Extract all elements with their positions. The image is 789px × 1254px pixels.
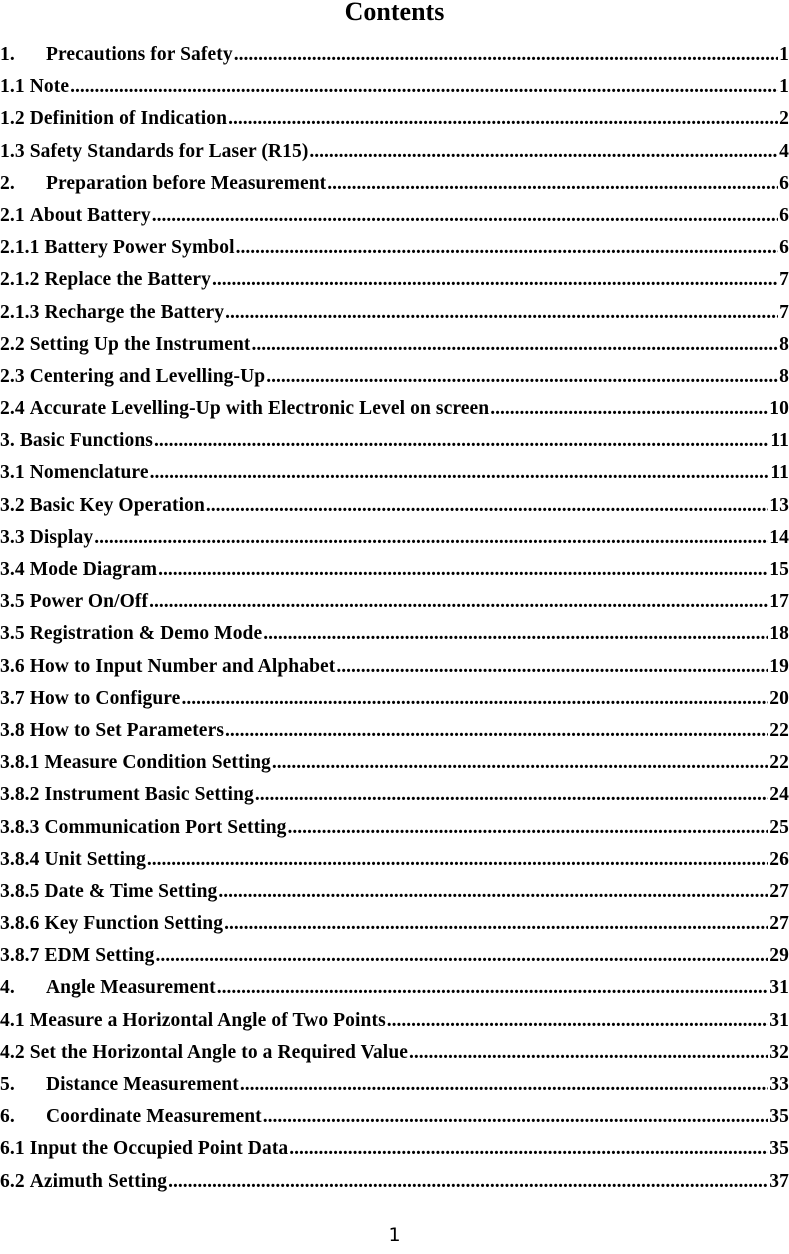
toc-entry-title: Key Function Setting — [44, 913, 224, 935]
toc-dot-leader — [228, 108, 778, 130]
toc-dot-leader — [152, 205, 778, 227]
toc-entry-page: 8 — [779, 333, 789, 355]
toc-entry-number: 1. — [0, 44, 15, 65]
toc-entry-number: 3.1 — [0, 462, 25, 484]
toc-entry[interactable] — [0, 977, 789, 1009]
toc-entry[interactable] — [0, 462, 789, 494]
toc-entry-title: Accurate Levelling-Up with Electronic Level on screen — [29, 398, 490, 420]
toc-entry-page: 6 — [779, 237, 789, 259]
toc-dot-leader — [70, 76, 778, 98]
toc-entry-title: Power On/Off — [29, 591, 149, 613]
toc-entry-title: Display — [29, 526, 94, 548]
toc-entry-number: 2.2 — [0, 333, 25, 355]
toc-entry-page: 22 — [769, 752, 789, 774]
toc-entry-page: 31 — [769, 977, 789, 999]
page-number: 1 — [388, 1224, 401, 1246]
toc-entry-number: 3.5 — [0, 591, 25, 613]
toc-entry-number: 2.1.1 — [0, 237, 40, 259]
toc-entry[interactable] — [0, 752, 789, 784]
toc-entry[interactable] — [0, 398, 789, 430]
toc-entry-number: 2.1.2 — [0, 269, 40, 291]
toc-entry-number: 3.8.6 — [0, 913, 40, 935]
toc-entry-number: 3.8.7 — [0, 945, 40, 967]
toc-entry-page: 1 — [779, 44, 789, 65]
page-title: Contents — [344, 0, 445, 26]
toc-entry[interactable] — [0, 430, 789, 462]
toc-entry-title: Battery Power Symbol — [44, 237, 235, 259]
toc-entry[interactable] — [0, 1042, 789, 1074]
toc-entry-number: 2.4 — [0, 398, 25, 420]
toc-entry-title: Angle Measurement — [46, 977, 216, 999]
toc-entry-number: 4. — [0, 977, 15, 999]
toc-entry-number: 3.8.3 — [0, 816, 40, 838]
toc-entry-page: 11 — [770, 462, 789, 484]
toc-entry-number: 4.1 — [0, 1009, 25, 1031]
toc-entry-number: 3.2 — [0, 494, 25, 516]
toc-entry-page: 27 — [769, 880, 789, 902]
toc-dot-leader — [252, 334, 779, 356]
toc-entry[interactable] — [0, 44, 789, 76]
toc-entry[interactable] — [0, 817, 789, 849]
toc-entry-page: 17 — [769, 591, 789, 613]
toc-entry-page: 20 — [769, 687, 789, 709]
toc-entry-title: Definition of Indication — [29, 108, 228, 130]
toc-entry-title: Distance Measurement — [46, 1074, 239, 1095]
toc-entry-number: 2.1 — [0, 204, 25, 226]
toc-dot-leader — [288, 817, 769, 839]
toc-dot-leader — [217, 977, 769, 999]
toc-entry-page: 29 — [769, 945, 789, 967]
toc-entry-title: How to Configure — [29, 687, 181, 709]
toc-entry[interactable] — [0, 527, 789, 559]
toc-entry[interactable] — [0, 108, 789, 140]
toc-entry-title: Coordinate Measurement — [46, 1106, 262, 1128]
toc-entry-number: 1.3 — [0, 140, 25, 162]
toc-entry-title: Nomenclature — [29, 462, 149, 484]
toc-entry[interactable] — [0, 141, 789, 173]
toc-entry-page: 8 — [779, 365, 789, 387]
toc-entry-title: Unit Setting — [44, 848, 146, 870]
toc-entry-number: 4.2 — [0, 1041, 25, 1063]
toc-entry-number: 6.1 — [0, 1138, 25, 1160]
toc-entry-page: 4 — [779, 140, 789, 162]
toc-dot-leader — [234, 44, 778, 66]
toc-entry-title: Precautions for Safety — [46, 44, 233, 65]
toc-entry[interactable] — [0, 173, 789, 205]
toc-dot-leader — [224, 913, 768, 935]
toc-entry[interactable] — [0, 1074, 789, 1106]
toc-entry-number: 3.7 — [0, 687, 25, 709]
toc-entry-page: 19 — [769, 655, 789, 677]
toc-entry-number: 3.6 — [0, 655, 25, 677]
toc-entry[interactable] — [0, 302, 789, 334]
toc-entry-page: 37 — [769, 1170, 789, 1192]
toc-entry-number: 1.1 — [0, 76, 25, 98]
toc-entry[interactable] — [0, 591, 789, 623]
toc-entry-title: Basic Key Operation — [29, 494, 205, 516]
toc-entry[interactable] — [0, 559, 789, 591]
toc-dot-leader — [387, 1010, 769, 1032]
toc-dot-leader — [225, 302, 778, 324]
toc-entry-page: 35 — [769, 1106, 789, 1128]
toc-dot-leader — [158, 559, 768, 581]
toc-entry[interactable] — [0, 334, 789, 366]
toc-entry-page: 15 — [769, 559, 789, 580]
toc-entry-title: EDM Setting — [44, 945, 155, 967]
toc-dot-leader — [149, 591, 768, 613]
toc-entry[interactable] — [0, 1106, 789, 1138]
toc-entry-title: Recharge the Battery — [44, 301, 225, 323]
toc-dot-leader — [181, 688, 768, 710]
toc-dot-leader — [225, 720, 768, 742]
toc-entry-page: 18 — [769, 623, 789, 645]
toc-entry[interactable] — [0, 205, 789, 237]
toc-dot-leader — [490, 398, 768, 420]
toc-entry-number: 2.3 — [0, 365, 25, 387]
toc-dot-leader — [266, 366, 778, 388]
toc-dot-leader — [154, 430, 769, 452]
toc-entry-title: Communication Port Setting — [44, 816, 287, 838]
toc-entry[interactable] — [0, 688, 789, 720]
toc-entry-page: 13 — [769, 494, 789, 516]
toc-entry-number: 3.8.2 — [0, 784, 40, 806]
toc-entry-title: How to Input Number and Alphabet — [29, 655, 336, 677]
toc-entry-title: Set the Horizontal Angle to a Required Value — [29, 1041, 409, 1063]
toc-entry-number: 5. — [0, 1074, 15, 1095]
toc-entry[interactable] — [0, 881, 789, 913]
toc-entry-title: Preparation before Measurement — [46, 172, 327, 194]
toc-entry-number: 3.3 — [0, 526, 25, 548]
toc-entry[interactable] — [0, 495, 789, 527]
toc-entry[interactable] — [0, 1171, 789, 1203]
toc-dot-leader — [289, 1138, 768, 1160]
toc-dot-leader — [206, 495, 768, 517]
toc-entry-number: 1.2 — [0, 108, 25, 130]
toc-dot-leader — [255, 784, 768, 806]
toc-entry-page: 7 — [779, 269, 789, 291]
toc-entry-page: 33 — [769, 1074, 789, 1095]
toc-entry-page: 6 — [779, 172, 789, 194]
toc-dot-leader — [168, 1171, 768, 1193]
toc-entry-title: Azimuth Setting — [29, 1170, 168, 1192]
toc-entry-number: 3.8.5 — [0, 880, 40, 902]
toc-dot-leader — [263, 623, 768, 645]
toc-entry-title: Date & Time Setting — [44, 880, 218, 902]
toc-dot-leader — [236, 237, 779, 259]
toc-entry[interactable] — [0, 720, 789, 752]
toc-entry-title: How to Set Parameters — [29, 719, 225, 741]
toc-entry-page: 7 — [779, 301, 789, 323]
toc-dot-leader — [212, 269, 778, 291]
toc-entry[interactable] — [0, 237, 789, 269]
toc-entry[interactable] — [0, 656, 789, 688]
toc-entry-title: Note — [29, 76, 70, 98]
toc-entry-number: 2.1.3 — [0, 301, 40, 323]
toc-entry-number: 3. — [0, 430, 15, 452]
toc-entry-page: 26 — [769, 848, 789, 870]
toc-entry[interactable] — [0, 366, 789, 398]
toc-entry-page: 14 — [769, 526, 789, 548]
toc-entry-title: Measure a Horizontal Angle of Two Points — [29, 1009, 386, 1031]
toc-entry-title: Safety Standards for Laser (R15) — [29, 140, 309, 162]
toc-entry[interactable] — [0, 1010, 789, 1042]
toc-entry-page: 22 — [769, 719, 789, 741]
toc-entry[interactable] — [0, 76, 789, 108]
toc-entry-title: Registration & Demo Mode — [29, 623, 263, 645]
toc-entry-page: 25 — [769, 816, 789, 838]
toc-entry-title: Measure Condition Setting — [44, 752, 271, 774]
toc-entry-number: 2. — [0, 172, 15, 194]
toc-entry-title: About Battery — [29, 204, 151, 226]
toc-entry-number: 3.5 — [0, 623, 25, 645]
toc-entry-page: 1 — [779, 76, 789, 98]
toc-dot-leader — [409, 1042, 768, 1064]
toc-dot-leader — [218, 881, 768, 903]
toc-entry-number: 3.8 — [0, 719, 25, 741]
toc-entry-page: 32 — [769, 1041, 789, 1063]
toc-entry-page: 6 — [779, 204, 789, 226]
toc-entry-title: Mode Diagram — [29, 559, 158, 580]
toc-entry[interactable] — [0, 849, 789, 881]
toc-entry-page: 35 — [769, 1138, 789, 1160]
toc-entry-number: 3.8.4 — [0, 848, 40, 870]
toc-entry-title: Centering and Levelling-Up — [29, 365, 266, 387]
toc-entry-title: Replace the Battery — [44, 269, 212, 291]
toc-entry-number: 6. — [0, 1106, 15, 1128]
toc-dot-leader — [309, 141, 778, 163]
toc-dot-leader — [150, 462, 770, 484]
toc-entry-number: 3.4 — [0, 559, 25, 580]
toc-entry[interactable] — [0, 913, 789, 945]
toc-dot-leader — [147, 849, 768, 871]
toc-dot-leader — [240, 1074, 768, 1096]
toc-dot-leader — [94, 527, 768, 549]
toc-entry-page: 11 — [770, 430, 789, 452]
toc-entry-title: Basic Functions — [19, 430, 153, 452]
toc-entry-number: 6.2 — [0, 1170, 25, 1192]
toc-entry-page: 27 — [769, 913, 789, 935]
toc-dot-leader — [155, 945, 768, 967]
toc-entry-title: Instrument Basic Setting — [44, 784, 254, 806]
toc-entry[interactable] — [0, 269, 789, 301]
toc-entry-page: 2 — [779, 108, 789, 130]
toc-dot-leader — [336, 656, 768, 678]
toc-entry-number: 3.8.1 — [0, 752, 40, 774]
toc-entry[interactable] — [0, 623, 789, 655]
toc-entry-page: 24 — [769, 784, 789, 806]
toc-entry[interactable] — [0, 1138, 789, 1170]
toc-entry[interactable] — [0, 945, 789, 977]
table-of-contents — [0, 44, 789, 1203]
toc-entry-page: 31 — [769, 1009, 789, 1031]
toc-entry-title: Setting Up the Instrument — [29, 333, 251, 355]
toc-entry-title: Input the Occupied Point Data — [29, 1138, 289, 1160]
toc-dot-leader — [327, 173, 778, 195]
toc-dot-leader — [263, 1106, 769, 1128]
toc-dot-leader — [272, 752, 768, 774]
toc-entry[interactable] — [0, 784, 789, 816]
toc-entry-page: 10 — [769, 398, 789, 420]
